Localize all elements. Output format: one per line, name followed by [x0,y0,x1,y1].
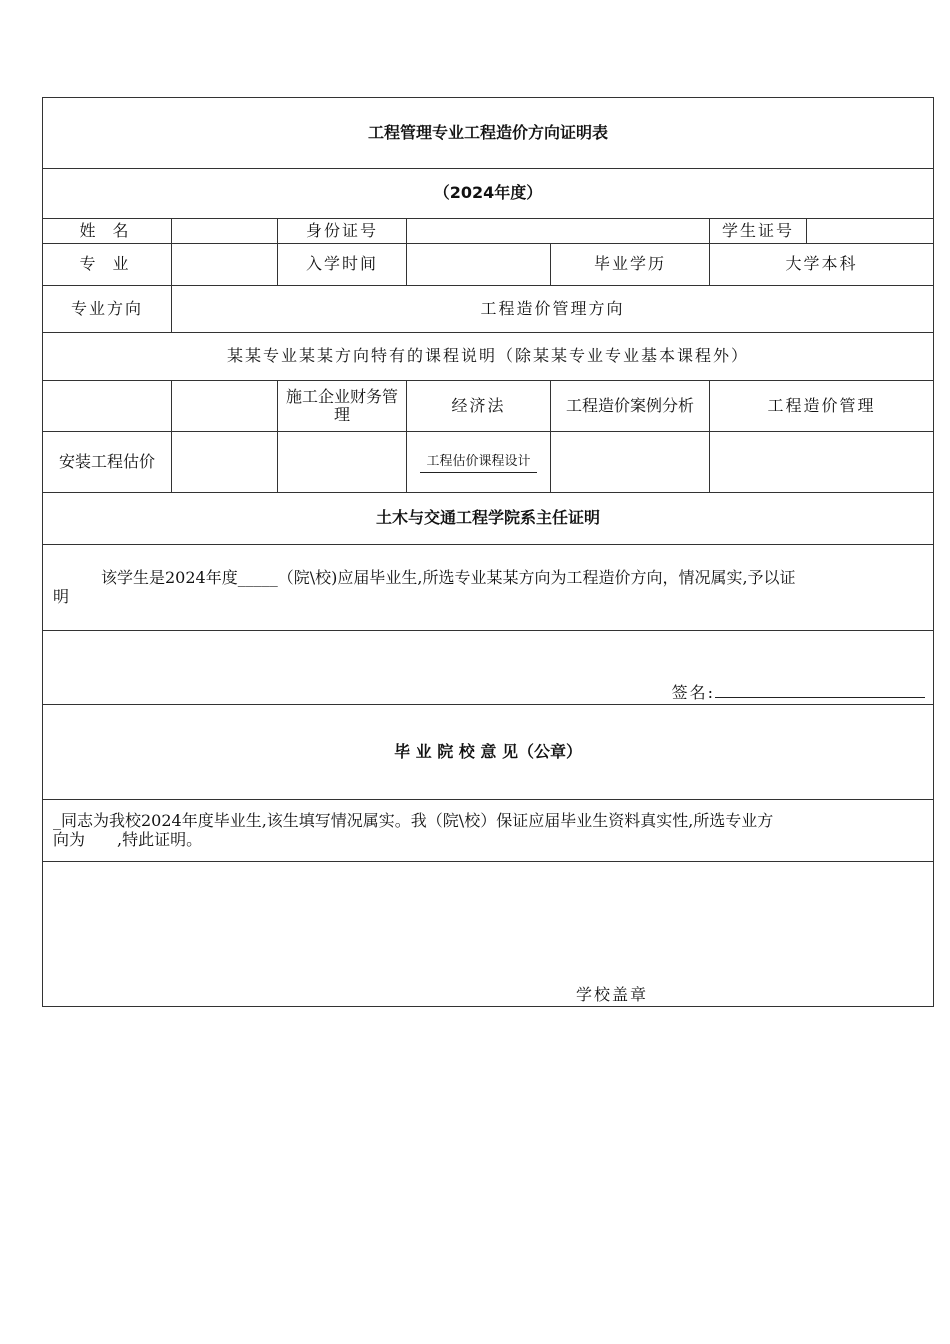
course-cell-empty-2 [172,381,278,432]
major-value-cell[interactable] [172,244,278,286]
certificate-form [42,97,934,1007]
course-cell-empty-1 [43,381,172,432]
enroll-time-label: 入学时间 [278,244,407,286]
course-heading: 某某专业某某方向特有的课程说明（除某某专业专业基本课程外） [43,333,934,381]
signature-label: 签名: [671,682,716,702]
course-finance: 施工企业财务管理 [278,381,407,432]
dept-heading: 土木与交通工程学院系主任证明 [43,493,934,545]
degree-label: 毕业学历 [551,244,710,286]
id-number-value-cell[interactable] [407,219,710,244]
student-id-value-cell[interactable] [807,219,934,244]
course-cell-empty-4 [278,432,407,493]
school-statement [43,800,934,862]
form-title: 工程管理专业工程造价方向证明表 [43,98,934,169]
form-year: （2024年度） [43,169,934,219]
course-economic-law: 经济法 [407,381,551,432]
direction-label: 专业方向 [43,286,172,333]
direction-value: 工程造价管理方向 [172,286,934,333]
enroll-time-value-cell[interactable] [407,244,551,286]
school-heading: 毕 业 院 校 意 见（公章） [43,705,934,800]
student-id-label: 学生证号 [710,219,807,244]
course-cell-empty-6 [710,432,934,493]
signature-line[interactable] [715,683,925,698]
school-seal-cell [43,862,934,1007]
name-label: 姓 名 [43,219,172,244]
course-cell-empty-5 [551,432,710,493]
id-number-label: 身份证号 [278,219,407,244]
dept-statement [43,545,934,631]
school-statement-line1: _同志为我校2024年度毕业生,该生填写情况属实。我（院\校）保证应届毕业生资料真实性,所选专业方 [53,811,774,831]
school-seal-label: 学校盖章 [576,984,649,1004]
course-estimate-design: 工程估价课程设计 [420,455,536,473]
degree-value: 大学本科 [710,244,934,286]
school-statement-line2: 向为 ,特此证明。 [53,829,203,849]
course-case-analysis: 工程造价案例分析 [551,381,710,432]
course-design-cell [407,432,551,493]
dept-signature-cell [43,631,934,705]
major-label: 专 业 [43,244,172,286]
dept-statement-line2: 明 [53,586,70,606]
name-value-cell[interactable] [172,219,278,244]
course-cell-empty-3 [172,432,278,493]
course-cost-management: 工程造价管理 [710,381,934,432]
dept-statement-line1: 该学生是2024年度_____（院\校)应届毕业生,所选专业某某方向为工程造价方向，情况属实,予以证 [101,568,796,588]
course-installation-estimate: 安装工程估价 [43,432,172,493]
